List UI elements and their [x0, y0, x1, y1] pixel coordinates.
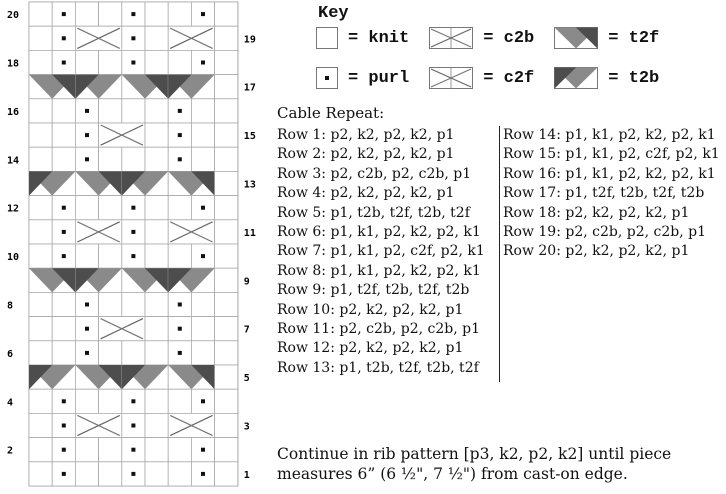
chart-cell [99, 2, 122, 26]
chart-cell [99, 50, 122, 74]
key-row-1 [316, 27, 679, 49]
row-number-right: 17 [243, 82, 256, 94]
chart-cell [215, 341, 238, 365]
row-number-right: 3 [243, 421, 250, 433]
purl-stitch [62, 230, 66, 234]
chart-cell [145, 438, 168, 462]
chart-cell [99, 462, 122, 486]
chart-cell [145, 50, 168, 74]
purl-stitch [85, 157, 89, 161]
row-number-right: 15 [243, 131, 256, 143]
key-t2b-label: = t2b [608, 68, 660, 88]
chart-cell [75, 50, 98, 74]
row-instruction: Row 16: p1, k1, p2, k2, p2, k1 [503, 165, 716, 182]
purl-stitch [178, 133, 182, 137]
row-instruction: Row 17: p1, t2f, t2b, t2f, t2b [503, 185, 705, 202]
row-number-left: 8 [7, 300, 14, 312]
chart-cell [191, 292, 214, 316]
chart-cell [75, 196, 98, 220]
purl-stitch [201, 448, 205, 452]
chart-cell [191, 341, 214, 365]
chart-cell [29, 2, 52, 26]
chart-cell [168, 389, 191, 413]
row-instruction: Row 9: p1, t2f, t2b, t2f, t2b [277, 282, 470, 299]
key-c2b [429, 27, 534, 49]
chart-cell [29, 317, 52, 341]
chart-cell [29, 341, 52, 365]
rib-pattern-note [277, 444, 717, 484]
chart-cell [29, 99, 52, 123]
key-t2f [554, 27, 659, 49]
key-row-2 [316, 67, 679, 89]
purl-stitch [85, 109, 89, 113]
chart-cell [145, 341, 168, 365]
row-instruction: Row 10: p2, k2, p2, k2, p1 [277, 301, 464, 318]
chart-cell [29, 413, 52, 437]
purl-stitch [85, 327, 89, 331]
purl-stitch [178, 157, 182, 161]
chart-cell [215, 2, 238, 26]
chart-cell [191, 147, 214, 171]
c2f-symbol-icon [429, 67, 473, 89]
chart-cell [122, 341, 145, 365]
row-number-right: 11 [243, 227, 256, 239]
key-t2f-label: = t2f [608, 28, 660, 48]
purl-stitch [85, 133, 89, 137]
chart-cell [99, 196, 122, 220]
row-number-left: 12 [7, 203, 20, 215]
purl-stitch [131, 424, 135, 428]
chart-cell [145, 244, 168, 268]
chart-cell [75, 2, 98, 26]
purl-stitch [201, 61, 205, 65]
purl-stitch [178, 327, 182, 331]
chart-cell [215, 171, 238, 195]
row-instruction: Row 15: p1, k1, p2, c2f, p2, k1 [503, 146, 720, 163]
key-c2b-label: = c2b [483, 28, 535, 48]
chart-cell [29, 438, 52, 462]
row-instruction: Row 11: p2, c2b, p2, c2b, p1 [277, 321, 481, 338]
key-purl [316, 67, 409, 89]
purl-stitch [62, 399, 66, 403]
chart-cell [52, 147, 75, 171]
chart-cell [215, 292, 238, 316]
row-instruction: Row 14: p1, k1, p2, k2, p2, k1 [503, 127, 716, 143]
chart-cell [29, 50, 52, 74]
purl-stitch [201, 12, 205, 16]
row-instructions-col1 [277, 126, 485, 378]
chart-cell [29, 462, 52, 486]
row-instruction: Row 20: p2, k2, p2, k2, p1 [503, 243, 690, 260]
chart-cell [215, 147, 238, 171]
chart-cell [29, 244, 52, 268]
chart-cell [215, 26, 238, 50]
row-instruction: Row 12: p2, k2, p2, k2, p1 [277, 340, 464, 357]
chart-cell [29, 26, 52, 50]
chart-cell [145, 413, 168, 437]
chart-cell [145, 2, 168, 26]
chart-cell [145, 147, 168, 171]
purl-stitch [201, 206, 205, 210]
chart-cell [215, 196, 238, 220]
row-number-left: 2 [7, 445, 14, 457]
chart-cell [215, 413, 238, 437]
key-knit-label: = knit [348, 28, 410, 48]
chart-cell [168, 2, 191, 26]
cable-repeat-title: Cable Repeat: [277, 104, 385, 122]
row-instruction: Row 1: p2, k2, p2, k2, p1 [277, 127, 455, 143]
chart-cell [75, 389, 98, 413]
purl-stitch [131, 472, 135, 476]
chart-cell [145, 196, 168, 220]
row-number-right: 19 [243, 34, 256, 46]
chart-cell [191, 99, 214, 123]
key-knit [316, 27, 409, 49]
key-purl-label: = purl [348, 68, 410, 88]
key-c2f [429, 67, 534, 89]
knit-symbol-icon [316, 27, 338, 49]
purl-stitch [201, 399, 205, 403]
row-number-right: 13 [243, 179, 256, 191]
chart-cell [215, 317, 238, 341]
chart-cell [99, 292, 122, 316]
purl-stitch [131, 36, 135, 40]
purl-stitch [131, 206, 135, 210]
purl-stitch [85, 303, 89, 307]
chart-cell [99, 389, 122, 413]
chart-cell [215, 268, 238, 292]
key-title: Key [318, 4, 349, 23]
purl-stitch [178, 303, 182, 307]
row-instruction: Row 2: p2, k2, p2, k2, p1 [277, 146, 455, 163]
t2b-symbol-icon [554, 67, 598, 89]
row-number-left: 18 [7, 58, 20, 70]
chart-cell [52, 99, 75, 123]
chart-cell [145, 26, 168, 50]
row-instruction: Row 4: p2, k2, p2, k2, p1 [277, 185, 455, 202]
chart-cell [122, 147, 145, 171]
chart-cell [215, 462, 238, 486]
chart-cell [215, 244, 238, 268]
purl-stitch [201, 472, 205, 476]
chart-cell [168, 438, 191, 462]
purl-stitch [131, 61, 135, 65]
chart-cell [29, 292, 52, 316]
chart-cell [75, 244, 98, 268]
row-instruction: Row 19: p2, c2b, p2, c2b, p1 [503, 224, 707, 241]
chart-cell [215, 438, 238, 462]
chart-cell [29, 147, 52, 171]
purl-stitch [62, 472, 66, 476]
t2f-symbol-icon [554, 27, 598, 49]
chart-cell [168, 244, 191, 268]
knitting-chart [0, 0, 270, 494]
purl-stitch [131, 448, 135, 452]
chart-cell [52, 341, 75, 365]
purl-stitch [62, 424, 66, 428]
row-instruction: Row 18: p2, k2, p2, k2, p1 [503, 204, 690, 221]
chart-cell [99, 99, 122, 123]
chart-cell [145, 99, 168, 123]
row-instruction: Row 5: p1, t2b, t2f, t2b, t2f [277, 204, 470, 221]
purl-stitch [201, 254, 205, 258]
chart-cell [215, 75, 238, 99]
note-line-2: measures 6” (6 ½", 7 ½") from cast-on edge. [277, 465, 628, 483]
chart-cell [99, 341, 122, 365]
purl-symbol-icon [316, 67, 338, 89]
chart-cell [99, 244, 122, 268]
chart-cell [215, 50, 238, 74]
chart-cell [29, 123, 52, 147]
chart-cell [29, 389, 52, 413]
chart-cell [215, 99, 238, 123]
purl-stitch [62, 206, 66, 210]
c2b-symbol-icon [429, 27, 473, 49]
note-line-1: Continue in rib pattern [p3, k2, p2, k2] until piece [277, 445, 672, 463]
chart-cell [52, 317, 75, 341]
purl-stitch [131, 254, 135, 258]
chart-cell [168, 196, 191, 220]
purl-stitch [85, 351, 89, 355]
row-number-right: 9 [243, 276, 250, 288]
chart-cell [168, 50, 191, 74]
chart-cell [145, 220, 168, 244]
chart-cell [215, 389, 238, 413]
purl-stitch [178, 109, 182, 113]
purl-stitch [131, 230, 135, 234]
chart-cell [168, 462, 191, 486]
chart-cell [145, 292, 168, 316]
purl-stitch [62, 12, 66, 16]
chart-cell [99, 147, 122, 171]
row-number-left: 4 [7, 397, 14, 409]
chart-cell [215, 220, 238, 244]
chart-cell [122, 99, 145, 123]
purl-stitch [131, 399, 135, 403]
purl-stitch [62, 448, 66, 452]
row-number-right: 5 [243, 373, 250, 385]
row-number-left: 14 [7, 155, 20, 167]
row-instruction: Row 13: p1, t2b, t2f, t2b, t2f [277, 359, 479, 376]
chart-cell [52, 123, 75, 147]
chart-cell [75, 438, 98, 462]
chart-cell [191, 317, 214, 341]
purl-stitch [131, 12, 135, 16]
key-t2b [554, 67, 659, 89]
key-c2f-label: = c2f [483, 68, 535, 88]
row-instruction: Row 3: p2, c2b, p2, c2b, p1 [277, 165, 472, 182]
row-number-left: 10 [7, 252, 20, 264]
row-instruction: Row 6: p1, k1, p2, k2, p2, k1 [277, 224, 481, 241]
row-number-right: 7 [243, 324, 250, 336]
chart-cell [29, 196, 52, 220]
purl-stitch [178, 351, 182, 355]
chart-cell [75, 462, 98, 486]
chart-cell [145, 462, 168, 486]
chart-cell [99, 438, 122, 462]
purl-stitch [62, 61, 66, 65]
row-number-left: 6 [7, 348, 14, 360]
chart-cell [145, 389, 168, 413]
chart-cell [145, 317, 168, 341]
chart-cell [215, 123, 238, 147]
row-instruction: Row 7: p1, k1, p2, c2f, p2, k1 [277, 243, 485, 260]
row-number-right: 1 [243, 469, 250, 481]
chart-cell [52, 292, 75, 316]
row-instruction: Row 8: p1, k1, p2, k2, p2, k1 [277, 262, 481, 279]
chart-cell [122, 292, 145, 316]
row-instructions-col2 [499, 126, 720, 382]
row-number-left: 20 [7, 10, 20, 22]
purl-stitch [62, 36, 66, 40]
chart-cell [215, 365, 238, 389]
chart-cell [29, 220, 52, 244]
purl-stitch [62, 254, 66, 258]
row-number-left: 16 [7, 106, 20, 118]
chart-cell [191, 123, 214, 147]
chart-cell [145, 123, 168, 147]
